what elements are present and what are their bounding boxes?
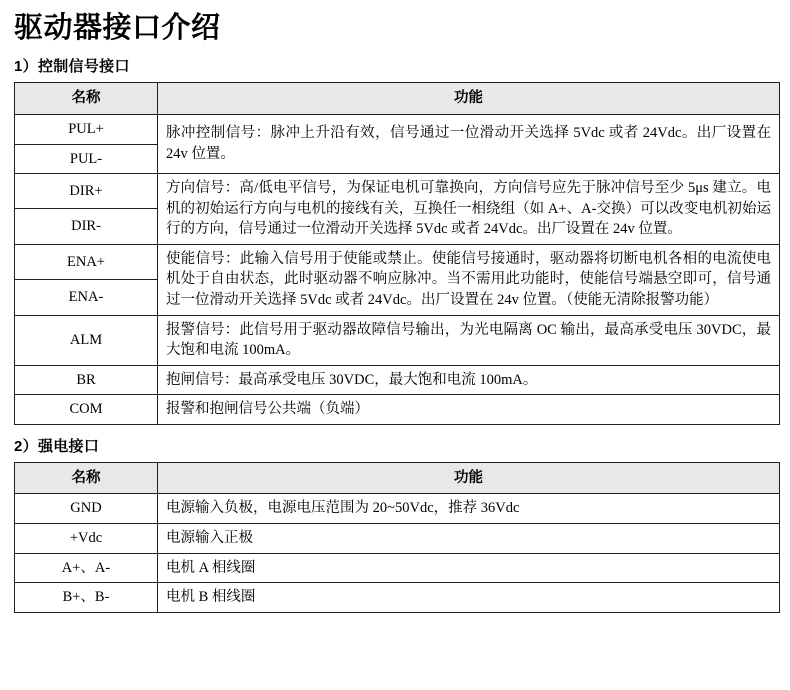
signal-function-cell: 脉冲控制信号：脉冲上升沿有效，信号通过一位滑动开关选择 5Vdc 或者 24Vdc。出厂设置在 24v 位置。 (158, 114, 780, 173)
table-row (15, 583, 780, 613)
column-header-function: 功能 (158, 83, 780, 115)
terminal-name-cell: GND (15, 494, 158, 524)
terminal-function-cell: 电源输入正极 (158, 524, 780, 554)
table-row (15, 174, 780, 209)
signal-name-cell: ALM (15, 315, 158, 365)
table-header-row (15, 462, 780, 494)
column-header-function: 功能 (158, 462, 780, 494)
page-title: 驱动器接口介绍 (14, 12, 221, 44)
table-row (15, 244, 780, 279)
signal-name-cell: ENA- (15, 280, 158, 315)
signal-function-cell: 报警和抱闸信号公共端（负端） (158, 395, 780, 425)
table-control-signal-interface (14, 82, 780, 425)
table-power-interface (14, 462, 780, 613)
column-header-name: 名称 (15, 83, 158, 115)
table-row (15, 494, 780, 524)
terminal-name-cell: A+、A- (15, 553, 158, 583)
table-row (15, 114, 780, 144)
table-header-row (15, 83, 780, 115)
signal-name-cell: DIR+ (15, 174, 158, 209)
section-heading-power-interface: 2）强电接口 (14, 437, 100, 455)
table-row (15, 315, 780, 365)
table-row (15, 395, 780, 425)
signal-name-cell: ENA+ (15, 244, 158, 279)
signal-name-cell: PUL- (15, 144, 158, 174)
terminal-function-cell: 电机 A 相线圈 (158, 553, 780, 583)
terminal-name-cell: +Vdc (15, 524, 158, 554)
signal-function-cell: 抱闸信号：最高承受电压 30VDC，最大饱和电流 100mA。 (158, 365, 780, 395)
terminal-function-cell: 电源输入负极，电源电压范围为 20~50Vdc，推荐 36Vdc (158, 494, 780, 524)
terminal-function-cell: 电机 B 相线圈 (158, 583, 780, 613)
signal-function-cell: 使能信号：此输入信号用于使能或禁止。使能信号接通时，驱动器将切断电机各相的电流使电机处于自由状态，此时驱动器不响应脉冲。当不需用此功能时，使能信号端悬空即可，信号通过一位滑动开关选择 5Vdc 或者 24Vdc。出厂设置在 24v 位置。（使能无清除报警功能） (158, 244, 780, 315)
column-header-name: 名称 (15, 462, 158, 494)
table-row (15, 553, 780, 583)
signal-name-cell: DIR- (15, 209, 158, 244)
signal-function-cell: 报警信号：此信号用于驱动器故障信号输出，为光电隔离 OC 输出，最高承受电压 30VDC，最大饱和电流 100mA。 (158, 315, 780, 365)
table-row (15, 524, 780, 554)
signal-name-cell: BR (15, 365, 158, 395)
signal-name-cell: PUL+ (15, 114, 158, 144)
section-heading-control-signal: 1）控制信号接口 (14, 58, 130, 76)
signal-name-cell: COM (15, 395, 158, 425)
table-row (15, 365, 780, 395)
signal-function-cell: 方向信号：高/低电平信号，为保证电机可靠换向，方向信号应先于脉冲信号至少 5μs 建立。电机的初始运行方向与电机的接线有关，互换任一相绕组（如 A+、A-交换）可以改变电机初始运行的方向，信号通过一位滑动开关选择 5Vdc 或者 24Vdc。出厂设置在 24v 位置。 (158, 174, 780, 245)
terminal-name-cell: B+、B- (15, 583, 158, 613)
